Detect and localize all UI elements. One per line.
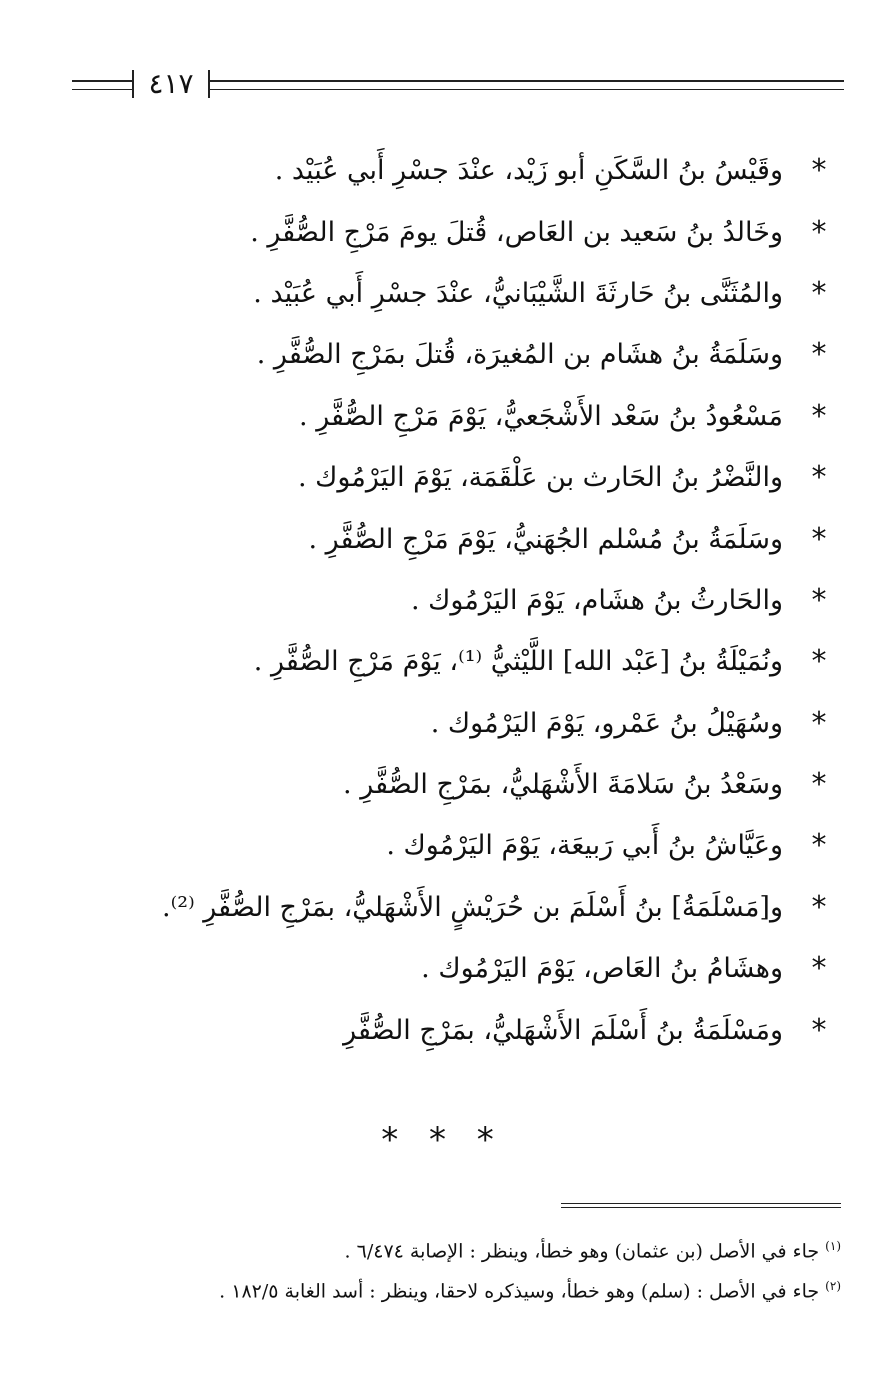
asterisk-icon: * [811,398,827,434]
header-rule-left [72,80,132,90]
list-item [201,324,841,385]
list-item [201,386,841,447]
list-item [201,447,841,508]
entry-text: وسَلَمَةُ بنُ مُسْلم الجُهَنيُّ، يَوْمَ مَرْجِ الصُّفَّرِ . [308,523,783,555]
footnote-text: جاء في الأصل : (سلم) وهو خطأ، وسيذكره لاحقا، وينظر : أسد الغابة ١٨٢/٥ . [219,1280,820,1303]
asterisk-icon: * [811,214,827,250]
header-rule-right [210,80,844,90]
entry-text: والحَارثُ بنُ هشَام، يَوْمَ اليَرْمُوك . [410,584,783,616]
footnote-marker: (٢) [825,1279,841,1293]
page-number: ٤١٧ [148,67,194,100]
entry-text: وسَعْدُ بنُ سَلامَةَ الأَشْهَليُّ، بمَرْجِ الصُّفَّرِ . [343,769,783,801]
asterisk-icon: * [811,337,827,373]
entry-text: وهشَامُ بنُ العَاص، يَوْمَ اليَرْمُوك . [421,953,783,985]
header-bar-left [132,70,134,98]
list-item [162,877,841,938]
entry-text: والمُثَنَّى بنُ حَارثَةَ الشَّيْبَانيُّ، عنْدَ جسْرِ أَبي عُبَيْد . [253,277,783,309]
asterisk-icon: * [811,889,827,925]
footnote [81,1266,841,1306]
list-item [201,201,841,262]
asterisk-icon: * [811,644,827,680]
asterisk-icon: * [811,153,827,189]
footnote-marker: (١) [825,1239,841,1253]
entry-text: و[مَسْلَمَةُ] بنُ أَسْلَمَ بن حُرَيْشٍ الأَشْهَليُّ، بمَرْجِ الصُّفَّرِ ⁽²⁾. [162,891,783,923]
list-item [201,815,841,876]
footnote-rule [561,1203,841,1208]
asterisk-icon: * [811,275,827,311]
entry-text: وعَيَّاشُ بنُ أَبي رَبيعَة، يَوْمَ اليَرْمُوك . [386,830,783,862]
footnote-text: جاء في الأصل (بن عثمان) وهو خطأ، وينظر : الإصابة ٦/٤٧٤ . [344,1240,820,1263]
entry-text: وخَالدُ بنُ سَعيد بن العَاص، قُتلَ يومَ مَرْجِ الصُّفَّرِ . [250,216,783,248]
entry-text: والنَّضْرُ بنُ الحَارث بن عَلْقَمَة، يَوْمَ اليَرْمُوك . [298,462,783,494]
list-item [201,263,841,324]
list-item [201,754,841,815]
entry-text: وسَلَمَةُ بنُ هشَام بن المُغيرَة، قُتلَ بمَرْجِ الصُّفَّرِ . [256,339,783,371]
entry-text: مَسْعُودُ بنُ سَعْد الأَشْجَعيُّ، يَوْمَ مَرْجِ الصُّفَّرِ . [299,400,783,432]
list-item [201,140,841,201]
asterisk-icon: * [811,521,827,557]
section-separator: * * * [381,1120,504,1160]
page-header [60,66,844,106]
list-item [201,693,841,754]
list-item [201,570,841,631]
footnote [81,1226,841,1266]
asterisk-icon: * [811,705,827,741]
list-item [201,938,841,999]
asterisk-icon: * [811,828,827,864]
list-item [201,631,841,692]
entry-text: ونُمَيْلَةُ بنُ [عَبْد الله] اللَّيْثيُّ ⁽¹⁾، يَوْمَ مَرْجِ الصُّفَّرِ . [253,646,783,678]
entry-list [162,140,841,1061]
asterisk-icon: * [811,460,827,496]
footnotes [81,1226,841,1306]
asterisk-icon: * [811,951,827,987]
entry-text: ومَسْلَمَةُ بنُ أَسْلَمَ الأَشْهَليُّ، بمَرْجِ الصُّفَّرِ [343,1014,783,1046]
asterisk-icon: * [811,767,827,803]
entry-text: وسُهَيْلُ بنُ عَمْرو، يَوْمَ اليَرْمُوك . [430,707,783,739]
list-item [201,508,841,569]
entry-text: وقَيْسُ بنُ السَّكَنِ أبو زَيْد، عنْدَ جسْرِ أَبي عُبَيْد . [274,155,783,187]
asterisk-icon: * [811,582,827,618]
list-item [201,999,841,1060]
asterisk-icon: * [811,1012,827,1048]
